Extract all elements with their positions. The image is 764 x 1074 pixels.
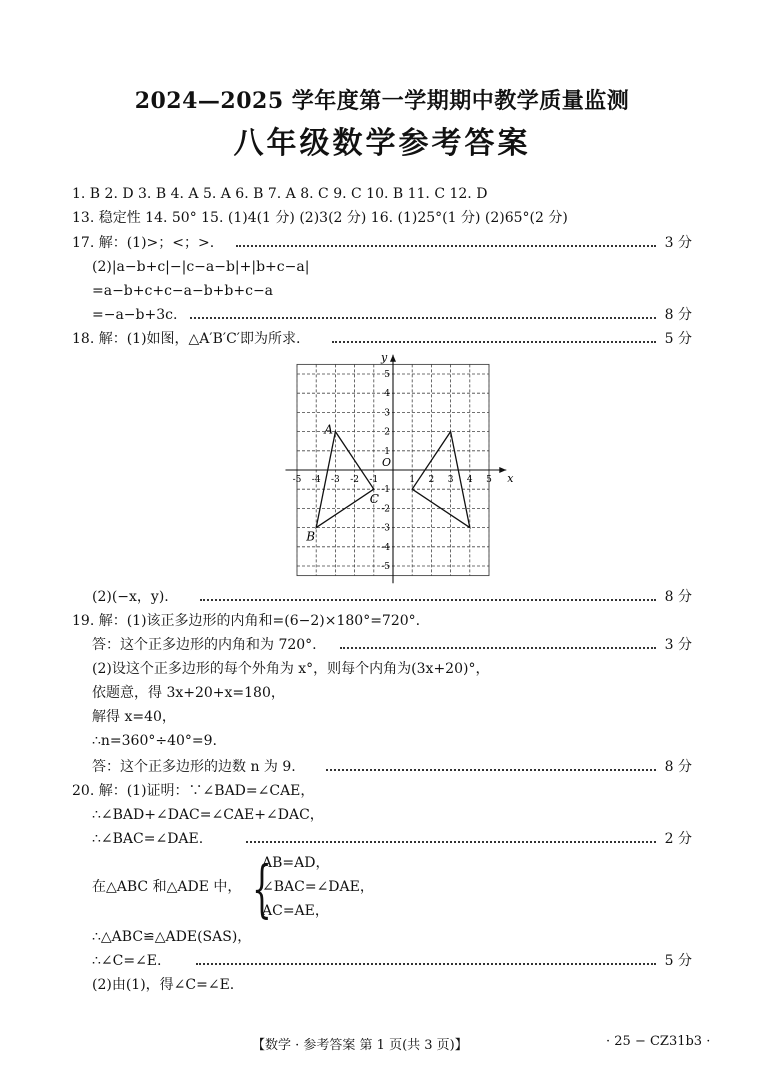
x-tick-label: 3 xyxy=(447,475,454,485)
x-axis-label: x xyxy=(507,472,514,485)
y-axis-label: y xyxy=(381,350,388,364)
y-tick-label: -4 xyxy=(381,542,390,553)
y-tick-label: 5 xyxy=(384,370,390,380)
origin-label: O xyxy=(382,456,392,469)
x-tick-label: 2 xyxy=(428,475,435,485)
y-tick-label: -3 xyxy=(381,523,390,534)
q17-line-1: 17. 解：(1)>；<；>. 3 分 xyxy=(0,231,764,255)
score: 5 分 xyxy=(664,953,692,969)
triangle-abc xyxy=(316,432,374,528)
q19-line-1: 19. 解：(1)该正多边形的内角和=(6−2)×180°=720°. xyxy=(72,613,421,629)
footer-code: · 25 − CZ31b3 · xyxy=(606,1034,711,1049)
vertex-label-b: B xyxy=(306,529,316,544)
q17-line-4: =−a−b+3c. 8 分 xyxy=(0,303,764,327)
vertex-label-a: A xyxy=(324,422,334,437)
x-tick-label: 4 xyxy=(466,475,473,485)
dot-leader xyxy=(326,769,656,771)
q20-system-2: ∠BAC=∠DAE， xyxy=(262,879,374,895)
y-tick-label: -5 xyxy=(381,562,390,572)
x-tick-label: -3 xyxy=(331,475,340,485)
triangle-a1b1c1 xyxy=(412,432,470,528)
dot-leader xyxy=(340,647,656,649)
q20-line-6: ∴∠C=∠E. 5 分 xyxy=(0,949,764,973)
y-tick-label: 3 xyxy=(384,408,390,419)
system-brace: { xyxy=(252,852,272,925)
vertex-label-c: C xyxy=(369,492,379,507)
score: 2 分 xyxy=(664,831,692,847)
score: 3 分 xyxy=(664,637,692,653)
x-tick-label: 1 xyxy=(409,475,416,485)
score: 8 分 xyxy=(664,307,692,323)
q20-system-1: AB=AD， xyxy=(262,855,330,871)
answer-title: 八年级数学参考答案 xyxy=(233,126,531,161)
x-tick-label: -2 xyxy=(350,475,359,485)
q20-system-3: AC=AE， xyxy=(262,903,329,919)
y-tick-label: 4 xyxy=(384,389,390,400)
exam-title: 2024—2025 学年度第一学期期中教学质量监测 xyxy=(134,88,630,114)
y-tick-label: 1 xyxy=(384,446,390,457)
q19-line-7: 答：这个正多边形的边数 n 为 9. 8 分 xyxy=(0,755,764,779)
dot-leader xyxy=(246,841,656,843)
dot-leader xyxy=(196,963,656,965)
x-tick-label: -5 xyxy=(292,475,302,485)
y-axis-arrow xyxy=(390,355,396,362)
x-tick-label: -1 xyxy=(369,475,379,485)
q19-line-5: 解得 x=40， xyxy=(92,709,176,725)
q20-line-7: (2)由(1)，得∠C=∠E. xyxy=(92,977,235,993)
y-tick-label: -2 xyxy=(381,504,390,515)
q20-line-2: ∴∠BAD+∠DAC=∠CAE+∠DAC， xyxy=(92,807,324,823)
q19-line-2: 答：这个正多边形的内角和为 720°. 3 分 xyxy=(0,633,764,657)
score: 5 分 xyxy=(664,331,692,347)
q19-line-4: 依题意，得 3x+20+x=180， xyxy=(92,685,285,701)
score: 8 分 xyxy=(664,759,692,775)
dot-leader xyxy=(200,599,656,601)
q18-line-1: 18. 解：(1)如图，△A′B′C′即为所求. 5 分 xyxy=(0,327,764,351)
score: 3 分 xyxy=(664,235,692,251)
y-tick-label: 2 xyxy=(384,427,390,438)
fill-answers: 13. 稳定性 14. 50° 15. (1)4(1 分) (2)3(2 分) 16. (1)25°(1 分) (2)65°(2 分) xyxy=(72,210,568,226)
x-tick-label: -4 xyxy=(311,475,321,485)
score: 8 分 xyxy=(664,589,692,605)
q17-line-3: =a−b+c+c−a−b+b+c−a xyxy=(92,283,274,299)
q20-line-5: ∴△ABC≌△ADE(SAS)， xyxy=(92,929,252,945)
y-tick-label: -1 xyxy=(381,485,390,496)
x-tick-label: 5 xyxy=(486,475,492,485)
footer-page-info: 【数学 · 参考答案 第 1 页(共 3 页)】 xyxy=(252,1038,468,1053)
q20-line-1: 20. 解：(1)证明：∵∠BAD=∠CAE， xyxy=(72,783,315,799)
choice-answers: 1. B 2. D 3. B 4. A 5. A 6. B 7. A 8. C 9. C 10. B 11. C 12. D xyxy=(72,186,488,202)
q20-line-3: ∴∠BAC=∠DAE. 2 分 xyxy=(0,827,764,851)
q19-line-3: (2)设这个正多边形的每个外角为 x°，则每个内角为(3x+20)°， xyxy=(92,661,490,677)
q18-line-2: (2)(−x，y). 8 分 xyxy=(0,585,764,609)
q19-line-6: ∴n=360°÷40°=9. xyxy=(92,733,218,749)
q20-in-text: 在△ABC 和△ADE 中， xyxy=(92,879,242,895)
x-axis-arrow xyxy=(499,467,506,473)
q17-line-2: (2)|a−b+c|−|c−a−b|+|b+c−a| xyxy=(92,259,310,275)
